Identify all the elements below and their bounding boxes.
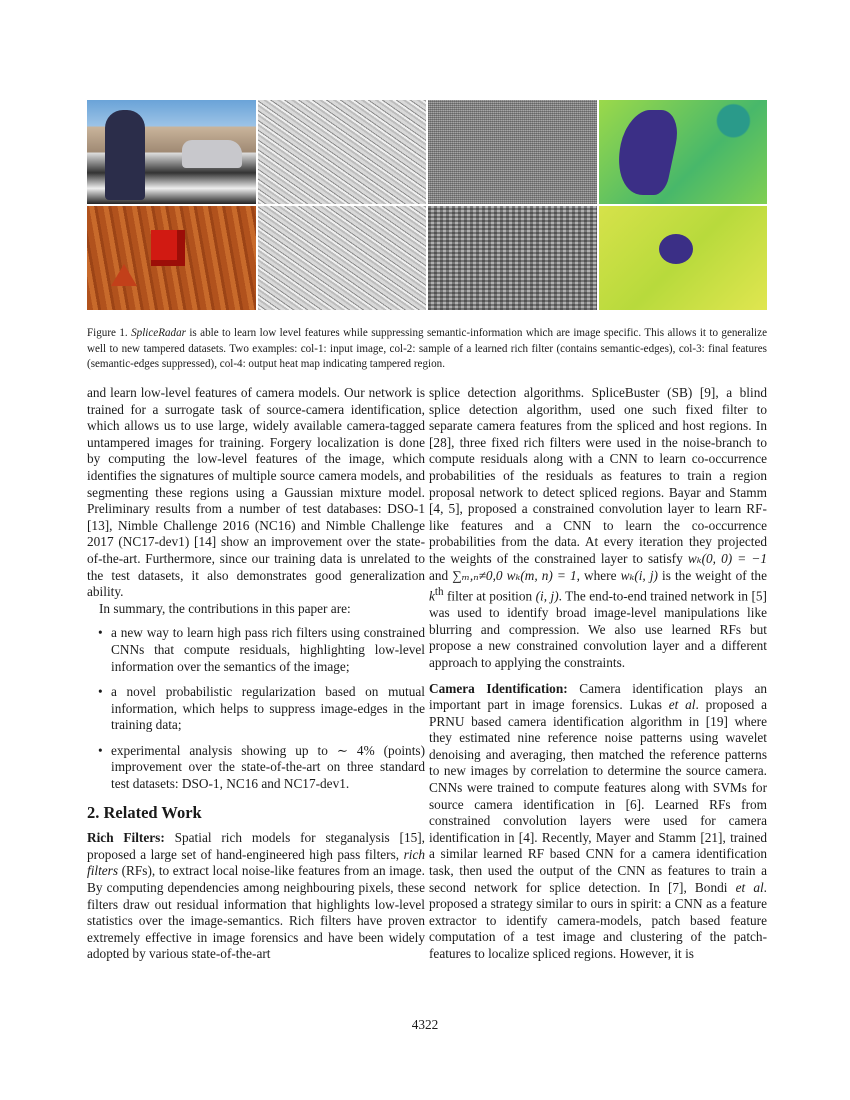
text: and — [429, 567, 453, 583]
figure-caption — [87, 326, 767, 373]
method-name: SpliceRadar — [131, 327, 186, 339]
red-cube — [151, 230, 185, 266]
caption-label: Figure 1. — [87, 327, 128, 339]
heat-map-2 — [599, 206, 768, 310]
math: ∑ₘ,ₙ≠0,0 wₖ(m, n) = 1 — [452, 567, 577, 583]
text: . proposed a strategy similar to ours in spirit: a CNN as a feature extractor to identify camera-models, patch based feature computation of a test image and clustering of the patch-features to localize spliced regions. However, it is — [429, 879, 767, 962]
superscript: th — [434, 586, 444, 599]
final-features-2 — [428, 206, 597, 310]
paragraph-lead: Rich Filters: — [87, 830, 165, 846]
input-image-baseball — [87, 100, 256, 204]
figure-1 — [87, 100, 767, 310]
final-features-1 — [428, 100, 597, 204]
italic-term: et al — [735, 879, 764, 895]
tampered-region — [659, 234, 693, 264]
input-image-cube — [87, 206, 256, 310]
related-work-paragraph — [429, 385, 767, 672]
batter-silhouette — [105, 110, 145, 200]
text: filter at position — [443, 588, 536, 604]
text: . proposed a PRNU based camera identification algorithm in [19] where they estimated nine reference noise patterns using wavelet denoising and averaging, then matched the reference patterns to new images by correlation to determine the source camera. CNNs were trained to compute features along with SVMs for source camera identification in [6]. Learned RFs from constrained convolution layers were used for camera identification in [4]. Recently, Mayer and Stamm [21], trained a similar learned RF based CNN for a camera identification task, then used the output of the CNN as features to train a second network for splice detection. In [7], Bondi — [429, 697, 768, 895]
math: (i, j) — [535, 588, 559, 604]
contributions-intro: In summary, the contributions in this paper are: — [99, 600, 351, 616]
caption-text: is able to learn low level features while suppressing semantic-information which are image specific. This allows it to generalize well to new tampered datasets. Two examples: col-1: input image, col-2: sample of a learned rich filter (contains semantic-edges), col-3: final features (semantic-edges suppressed), col-4: output heat map indicating tampered region. — [87, 327, 767, 370]
paragraph-lead: Camera Identification: — [429, 680, 568, 696]
list-item: • a new way to learn high pass rich filters using constrained CNNs that compute residuals, highlighting low-level information over the semantics of the image; — [111, 625, 425, 675]
heat-map-1 — [599, 100, 768, 204]
math: wₖ(0, 0) = −1 — [687, 550, 768, 566]
right-column — [429, 385, 767, 963]
text: Camera identification plays an important part in image forensics. Lukas — [429, 680, 767, 713]
text: . The end-to-end trained network in [5] was used to identify broad image-level manipulations like blurring and compression. We also use learned RFs but propose a new constrained convolution layer and a different approach to applying the constraints. — [429, 588, 767, 670]
text: Spatial rich models for steganalysis [15], proposed a large set of hand-engineered high pass filters, — [87, 830, 426, 862]
math: wₖ(i, j) — [620, 567, 658, 583]
section-heading: 2. Related Work — [87, 802, 202, 822]
rich-filters-paragraph — [87, 830, 425, 963]
car — [182, 140, 242, 168]
intro-paragraph: and learn low-level features of camera models. Our network is trained for a surrogate task of source-camera identification, which allows us to use large, widely available camera-tagged untampered images for training. Forgery localization is done by computing the low-level features of the image, which identifies the signatures of multiple source camera models, and segmenting these regions using a Gaussian mixture model. Preliminary results from a number of test databases: DSO-1 [13], Nimble Challenge 2016 (NC16) and Nimble Challenge 2017 (NC17-dev1) [14] show an improvement over the state-of-the-art. Furthermore, since our training data is unrelated to the test datasets, it also demonstrates good generalization ability. — [87, 385, 425, 600]
red-triangle — [111, 264, 137, 286]
camera-identification-paragraph — [429, 681, 767, 963]
contributions-list — [87, 625, 425, 792]
text: , where — [576, 567, 621, 583]
list-item: • experimental analysis showing up to ∼ 4% (points) improvement over the state-of-the-art on three standard test datasets: DSO-1, NC16 and NC17-dev1. — [111, 743, 425, 793]
rich-filter-sample-1 — [258, 100, 427, 204]
text: (RFs), to extract local noise-like features from an image. By computing dependencies among neighbouring pixels, these filters draw out residual information that highlights low-level statistics over the image-semantics. Rich filters have proven extremely effective in image forensics and have been widely adopted by various state-of-the-art — [87, 863, 425, 962]
math: k — [429, 588, 435, 604]
page-number: 4322 — [411, 1017, 439, 1032]
tampered-region — [609, 110, 682, 195]
italic-term: et al — [668, 697, 696, 713]
rich-filter-sample-2 — [258, 206, 427, 310]
text: is the weight of the — [657, 567, 767, 583]
left-column — [87, 385, 425, 963]
italic-term: rich filters — [87, 846, 425, 879]
list-item: • a novel probabilistic regularization based on mutual information, which helps to suppress image-edges in the training data; — [111, 684, 425, 734]
text: splice detection algorithms. SpliceBuster (SB) [9], a blind splice detection algorithm, used one such fixed filter to separate camera features from the spliced and host regions. In [28], three fixed rich filters were used in the noise-branch to compute residuals along with a CNN to learn co-occurrence probabilities of the residuals as features to train a region proposal network to detect spliced regions. Bayar and Stamm [4, 5], proposed a constrained convolution layer to learn RF-like features and a CNN to learn the co-occurrence probabilities from the data. At every iteration they projected the weights of the constrained layer to satisfy — [429, 385, 767, 566]
